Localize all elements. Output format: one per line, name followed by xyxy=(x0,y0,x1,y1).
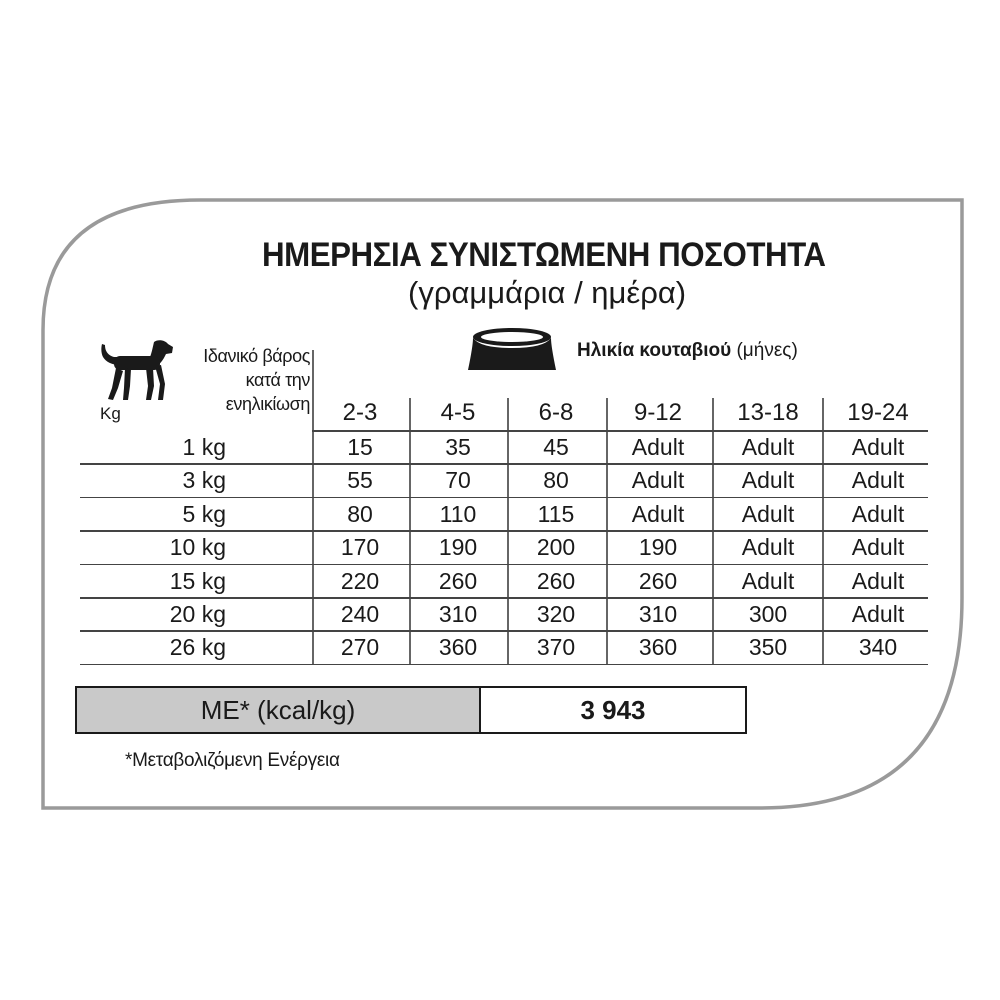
table-cell: 55 xyxy=(347,467,373,494)
column-header: 13-18 xyxy=(737,399,799,426)
table-cell: 300 xyxy=(748,601,788,627)
age-heading-label: Ηλικία κουταβιού xyxy=(577,340,732,361)
table-cell: 370 xyxy=(536,634,576,661)
table-cell: 260 xyxy=(536,567,576,594)
table-cell: 45 xyxy=(543,434,569,460)
table-row-weight: 5 kg xyxy=(182,500,226,527)
table-cell: 350 xyxy=(748,634,788,661)
table-row-weight: 10 kg xyxy=(169,534,226,561)
table-cell: Adult xyxy=(851,601,905,627)
table-cell: Adult xyxy=(741,567,795,594)
page-title: ΗΜΕΡΗΣΙΑ ΣΥΝΙΣΤΩΜΕΝΗ ΠΟΣΟΤΗΤΑ xyxy=(262,236,826,274)
table-cell: 190 xyxy=(638,534,678,561)
table-cell: 270 xyxy=(340,634,380,661)
table-cell: Adult xyxy=(631,500,685,527)
column-header: 9-12 xyxy=(633,399,683,426)
age-heading xyxy=(577,340,798,362)
table-cell: 190 xyxy=(438,534,478,561)
ideal-weight-line: Ιδανικό βάρος xyxy=(203,346,310,366)
energy-box xyxy=(75,686,747,734)
weight-unit-label: Kg xyxy=(100,404,121,423)
table-cell: 110 xyxy=(439,500,477,527)
food-bowl-icon xyxy=(466,326,558,374)
page-subtitle: (γραμμάρια / ημέρα) xyxy=(408,275,687,310)
table-cell: 260 xyxy=(438,567,478,594)
table-row-weight: 15 kg xyxy=(169,567,226,594)
table-cell: 70 xyxy=(445,467,471,494)
table-cell: 310 xyxy=(438,601,478,627)
table-row-weight: 1 kg xyxy=(182,434,226,460)
table-cell: Adult xyxy=(631,467,685,494)
table-cell: 360 xyxy=(638,634,678,661)
column-header: 6-8 xyxy=(538,399,574,426)
ideal-weight-line: ενηλικίωση xyxy=(225,394,310,414)
table-cell: 200 xyxy=(536,534,576,561)
table-cell: Adult xyxy=(631,434,685,460)
table-cell: 170 xyxy=(340,534,380,561)
table-row-weight: 3 kg xyxy=(182,467,226,494)
table-cell: Adult xyxy=(851,500,905,527)
table-cell: 15 xyxy=(347,434,373,460)
table-cell: Adult xyxy=(741,534,795,561)
table-cell: Adult xyxy=(851,434,905,460)
table-cell: 340 xyxy=(858,634,898,661)
table-cell: 80 xyxy=(543,467,569,494)
column-header: 19-24 xyxy=(847,399,909,426)
table-cell: 320 xyxy=(536,601,576,627)
table-cell: 115 xyxy=(537,500,575,527)
table-row-weight: 20 kg xyxy=(169,601,226,627)
table-row-weight: 26 kg xyxy=(169,634,226,661)
table-cell: 360 xyxy=(438,634,478,661)
table-cell: Adult xyxy=(741,467,795,494)
ideal-weight-heading xyxy=(160,344,310,416)
table-cell: 35 xyxy=(445,434,471,460)
ideal-weight-line: κατά την xyxy=(245,370,310,390)
table-cell: 220 xyxy=(340,567,380,594)
table-cell: Adult xyxy=(851,567,905,594)
energy-label: ME* (kcal/kg) xyxy=(77,688,481,732)
energy-footnote: *Μεταβολιζόμενη Ενέργεια xyxy=(125,750,340,771)
age-heading-unit: (μήνες) xyxy=(736,340,798,361)
table-cell: 80 xyxy=(347,500,373,527)
table-cell: Adult xyxy=(851,534,905,561)
table-cell: 240 xyxy=(340,601,380,627)
table-cell: 260 xyxy=(638,567,678,594)
column-header: 4-5 xyxy=(440,399,476,426)
table-cell: Adult xyxy=(851,467,905,494)
column-header: 2-3 xyxy=(342,399,378,426)
table-cell: Adult xyxy=(741,434,795,460)
energy-value: 3 943 xyxy=(580,695,646,725)
table-cell: 310 xyxy=(638,601,678,627)
table-cell: Adult xyxy=(741,500,795,527)
